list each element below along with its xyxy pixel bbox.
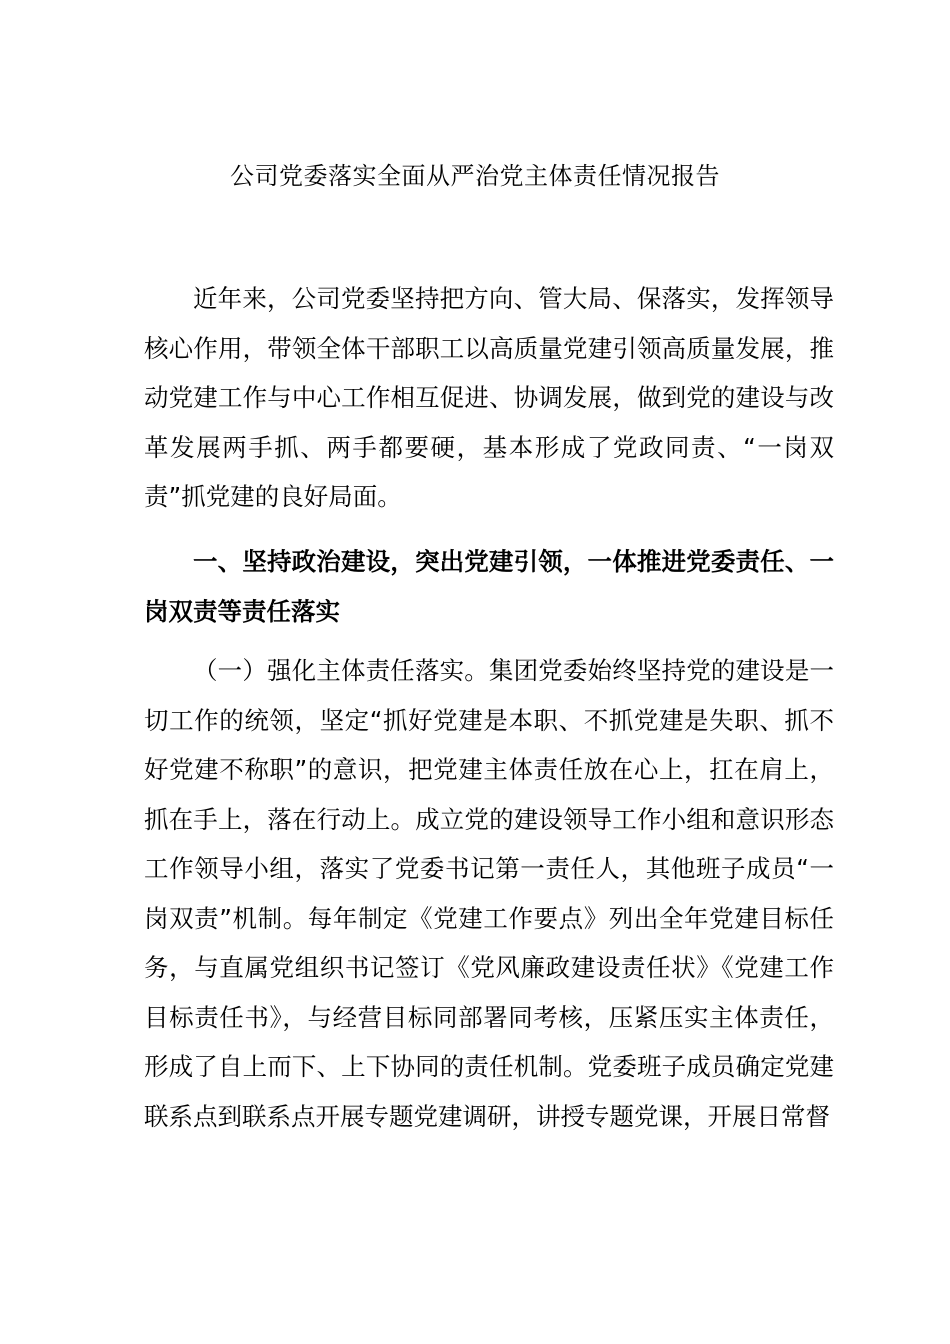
intro-paragraph: 近年来，公司党委坚持把方向、管大局、保落实，发挥领导核心作用，带领全体干部职工以高质量党建引领高质量发展，推动党建工作与中心工作相互促进、协调发展，做到党的建设与改革发展两手抓、两手都要硬，基本形成了党政同责、“一岗双责”抓党建的良好局面。 xyxy=(144,284,834,511)
document-title: 公司党委落实全面从严治党主体责任情况报告 xyxy=(230,162,720,190)
section-1-paragraph-1: （一）强化主体责任落实。集团党委始终坚持党的建设是一切工作的统领，坚定“抓好党建是本职、不抓党建是失职、抓不好党建不称职”的意识，把党建主体责任放在心上，扛在肩上，抓在手上，落在行动上。成立党的建设领导工作小组和意识形态工作领导小组，落实了党委书记第一责任人，其他班子成员“一岗双责”机制。每年制定《党建工作要点》列出全年党建目标任务，与直属党组织书记签订《党风廉政建设责任状》《党建工作目标责任书》，与经营目标同部署同考核，压紧压实主体责任，形成了自上而下、上下协同的责任机制。党委班子成员确定党建联系点到联系点开展专题党建调研，讲授专题党课，开展日常督 xyxy=(144,656,834,1131)
section-1-heading: 一、坚持政治建设，突出党建引领，一体推进党委责任、一岗双责等责任落实 xyxy=(144,547,834,626)
